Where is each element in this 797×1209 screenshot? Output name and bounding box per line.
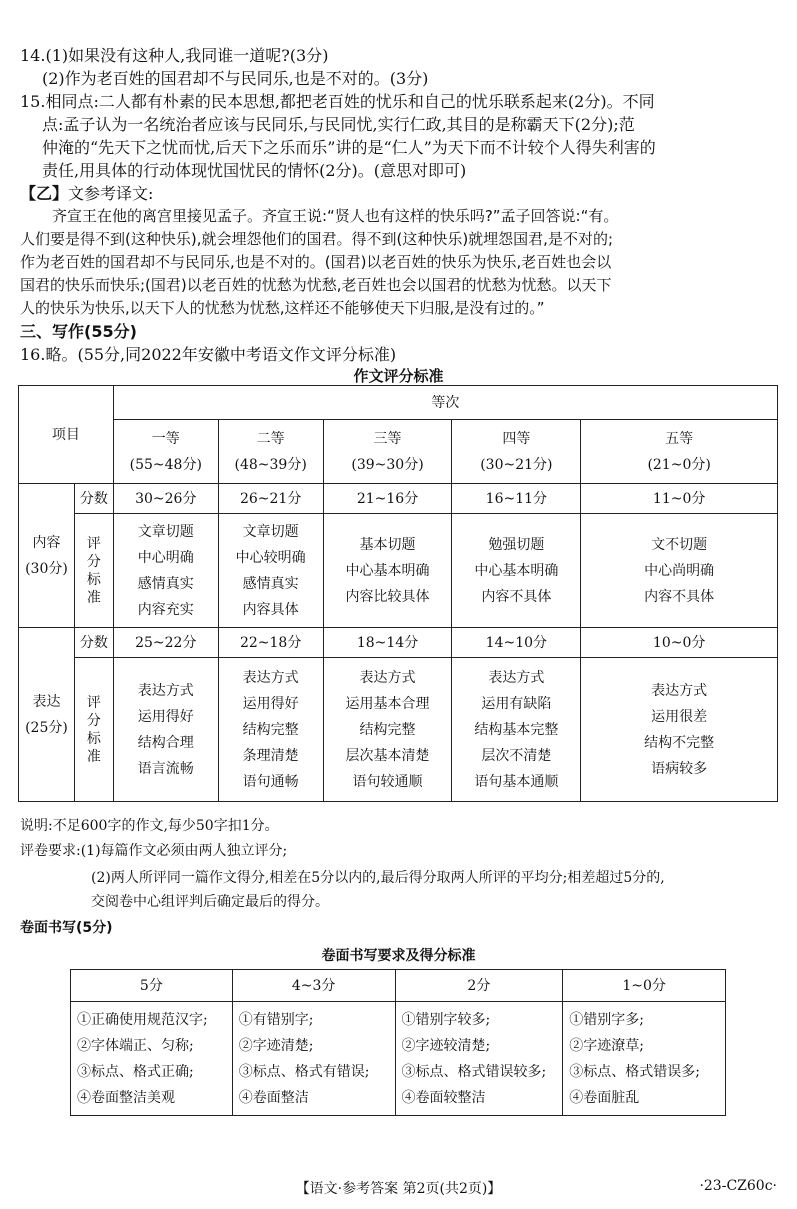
expr-criteria-5: 表达方式 运用很差 结构不完整 语病较多 (581, 658, 778, 802)
content-criteria-2: 文章切题 中心较明确 感情真实 内容具体 (218, 514, 323, 628)
answer-15-line4: 责任,用具体的行动体现忧国忧民的情怀(2分)。(意思对即可) (42, 161, 467, 180)
translation-line1: 齐宣王在他的离宫里接见孟子。齐宣王说:“贤人也有这样的快乐吗?”孟子回答说:“有。 (52, 207, 619, 225)
handwriting-table (70, 969, 726, 1116)
content-criteria-5: 文不切题 中心尚明确 内容不具体 (581, 514, 778, 628)
content-criteria-label: 评分标准 (74, 514, 113, 628)
hw-col-3: ①错别字较多; ②字迹较清楚; ③标点、格式错误较多; ④卷面较整洁 (395, 1002, 563, 1116)
hw-header-4: 1~0分 (563, 970, 726, 1002)
expr-score-label: 分数 (74, 628, 113, 658)
review-req-2a: (2)两人所评同一篇作文得分,相差在5分以内的,最后得分取两人所评的平均分;相差超过5分的, (91, 870, 665, 886)
answer-14-2: (2)作为老百姓的国君却不与民同乐,也是不对的。(3分) (42, 69, 429, 88)
hw-col-4: ①错别字多; ②字迹潦草; ③标点、格式错误多; ④卷面脏乱 (563, 1002, 726, 1116)
content-score-5: 11~0分 (581, 484, 778, 514)
note: 说明:不足600字的作文,每少50字扣1分。 (20, 818, 279, 834)
content-criteria-4: 勉强切题 中心基本明确 内容不具体 (452, 514, 581, 628)
expr-criteria-2: 表达方式 运用得好 结构完整 条理清楚 语句通畅 (218, 658, 323, 802)
expr-criteria-1: 表达方式 运用得好 结构合理 语言流畅 (113, 658, 218, 802)
grade-3: 三等 (39~30分) (323, 420, 452, 484)
answer-15-line2: 点:孟子认为一名统治者应该与民同乐,与民同忧,实行仁政,其目的是称霸天下(2分);范 (42, 115, 635, 134)
expr-label: 表达 (25分) (19, 628, 75, 802)
translation-line4: 国君的快乐而快乐;(国君)以老百姓的忧愁为忧愁,老百姓也会以国君的忧愁为忧愁。以天下 (20, 276, 612, 294)
grade-2: 二等 (48~39分) (218, 420, 323, 484)
grade-5: 五等 (21~0分) (581, 420, 778, 484)
essay-scoring-table (18, 385, 778, 802)
content-label: 内容 (30分) (19, 484, 75, 628)
translation-line5: 人的快乐为快乐,以天下人的忧愁为忧愁,这样还不能够使天下归服,是没有过的。” (20, 299, 545, 317)
expr-score-1: 25~22分 (113, 628, 218, 658)
footer-code: ·23-CZ60c· (699, 1178, 777, 1194)
expr-score-5: 10~0分 (581, 628, 778, 658)
header-dengci: 等次 (113, 386, 777, 420)
expr-criteria-4: 表达方式 运用有缺陷 结构基本完整 层次不清楚 语句基本通顺 (452, 658, 581, 802)
answer-15-line3: 仲淹的“先天下之忧而忧,后天下之乐而乐”讲的是“仁人”为天下而不计较个人得失利害的 (42, 138, 656, 157)
hw-header-3: 2分 (395, 970, 563, 1002)
expr-score-4: 14~10分 (452, 628, 581, 658)
expr-score-3: 18~14分 (323, 628, 452, 658)
section-writing: 三、写作(55分) (20, 322, 137, 341)
hw-header-1: 5分 (71, 970, 233, 1002)
grade-1: 一等 (55~48分) (113, 420, 218, 484)
handwriting-table-title: 卷面书写要求及得分标准 (321, 948, 476, 964)
expr-score-2: 22~18分 (218, 628, 323, 658)
handwriting-heading: 卷面书写(5分) (20, 920, 113, 936)
footer-page-info: 【语文·参考答案 第2页(共2页)】 (295, 1181, 502, 1197)
answer-14-1: 14.(1)如果没有这种人,我同谁一道呢?(3分) (20, 46, 329, 65)
content-criteria-1: 文章切题 中心明确 感情真实 内容充实 (113, 514, 218, 628)
translation-heading (20, 182, 153, 205)
translation-tag: 【乙】 (20, 184, 69, 203)
content-score-2: 26~21分 (218, 484, 323, 514)
answer-15-line1: 15.相同点:二人都有朴素的民本思想,都把老百姓的忧乐和自己的忧乐联系起来(2分)。不同 (20, 92, 655, 111)
expr-criteria-label: 评分标准 (74, 658, 113, 802)
review-req-1: 评卷要求:(1)每篇作文必须由两人独立评分; (20, 843, 288, 859)
review-req-2b: 交阅卷中心组评判后确定最后的得分。 (91, 894, 329, 910)
translation-heading-text: 文参考译文: (68, 184, 154, 203)
content-criteria-3: 基本切题 中心基本明确 内容比较具体 (323, 514, 452, 628)
answer-16: 16.略。(55分,同2022年安徽中考语文作文评分标准) (20, 345, 397, 364)
expr-criteria-3: 表达方式 运用基本合理 结构完整 层次基本清楚 语句较通顺 (323, 658, 452, 802)
translation-line2: 人们要是得不到(这种快乐),就会埋怨他们的国君。得不到(这种快乐)就埋怨国君,是不对的; (20, 230, 614, 248)
content-score-4: 16~11分 (452, 484, 581, 514)
essay-table-title: 作文评分标准 (353, 367, 444, 385)
content-score-label: 分数 (74, 484, 113, 514)
translation-line3: 作为老百姓的国君却不与民同乐,也是不对的。(国君)以老百姓的快乐为快乐,老百姓也会以 (20, 253, 612, 271)
hw-col-1: ①正确使用规范汉字; ②字体端正、匀称; ③标点、格式正确; ④卷面整洁美观 (71, 1002, 233, 1116)
content-score-3: 21~16分 (323, 484, 452, 514)
hw-header-2: 4~3分 (232, 970, 395, 1002)
header-xiangmu: 项目 (19, 386, 114, 484)
grade-4: 四等 (30~21分) (452, 420, 581, 484)
content-score-1: 30~26分 (113, 484, 218, 514)
hw-col-2: ①有错别字; ②字迹清楚; ③标点、格式有错误; ④卷面整洁 (232, 1002, 395, 1116)
